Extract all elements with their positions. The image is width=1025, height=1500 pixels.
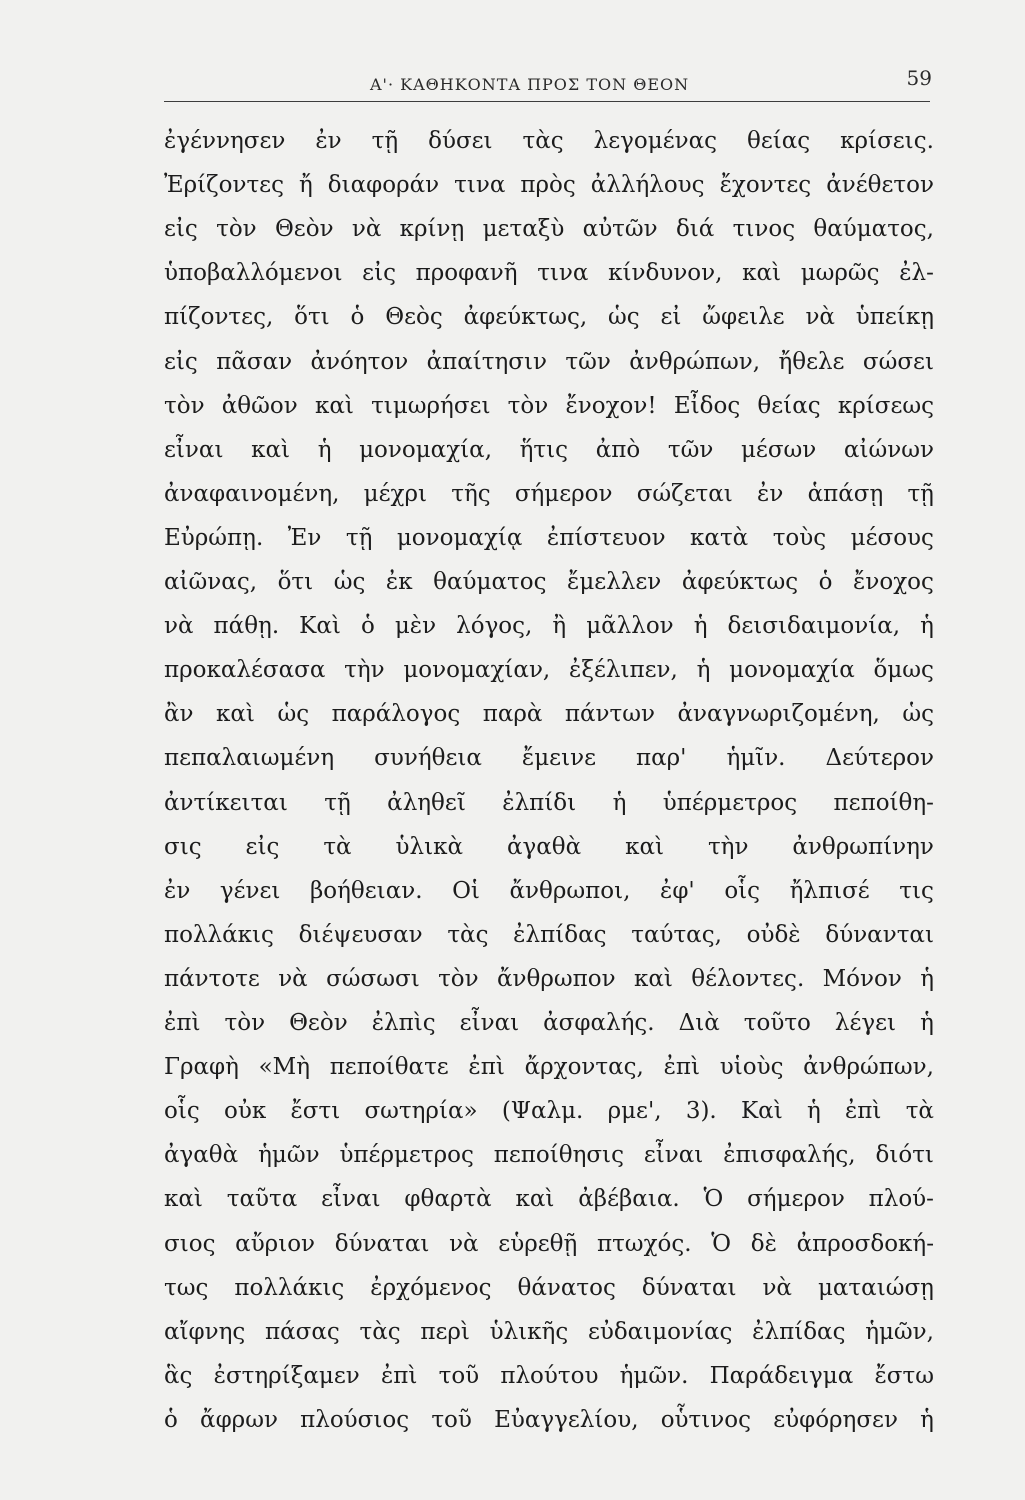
text-line: ὑποβαλλόμενοι εἰς προφανῆ τινα κίνδυνον, καὶ μωρῶς ἐλ- [164,260,934,287]
text-line: πεπαλαιωμένη συνήθεια ἔμεινε παρ' ἡμῖν. Δεύτερον [164,745,934,772]
text-line: ἀναφαινομένη, μέχρι τῆς σήμερον σώζεται ἐν ἁπάσῃ τῇ [164,480,934,507]
text-line: αἴφνης πάσας τὰς περὶ ὑλικῆς εὐδαιμονίας ἐλπίδας ἡμῶν, [164,1318,934,1345]
text-line: ὁ ἄφρων πλούσιος τοῦ Εὐαγγελίου, οὗτινος εὐφόρησεν ἡ [164,1406,934,1433]
text-line: Γραφὴ «Μὴ πεποίθατε ἐπὶ ἄρχοντας, ἐπὶ υἱοὺς ἀνθρώπων, [164,1054,934,1081]
page-header [164,66,932,100]
header-rule [164,101,930,102]
text-line: νὰ πάθῃ. Καὶ ὁ μὲν λόγος, ἢ μᾶλλον ἡ δεισιδαιμονία, ἡ [164,613,934,640]
text-line: τως πολλάκις ἐρχόμενος θάνατος δύναται νὰ ματαιώσῃ [164,1274,934,1301]
text-line: οἷς οὐκ ἔστι σωτηρία» (Ψαλμ. ρμε', 3). Καὶ ἡ ἐπὶ τὰ [164,1098,934,1125]
text-line: αἰῶνας, ὅτι ὡς ἐκ θαύματος ἔμελλεν ἀφεύκτως ὁ ἔνοχος [164,569,934,595]
text-line: Εὐρώπῃ. Ἐν τῇ μονομαχίᾳ ἐπίστευον κατὰ τοὺς μέσους [164,524,934,551]
text-line: σιος αὔριον δύναται νὰ εὑρεθῇ πτωχός. Ὁ δὲ ἀπροσδοκή- [164,1230,934,1257]
text-line: ἀγαθὰ ἡμῶν ὑπέρμετρος πεποίθησις εἶναι ἐπισφαλής, διότι [164,1142,934,1169]
text-line: πίζοντες, ὅτι ὁ Θεὸς ἀφεύκτως, ὡς εἰ ὤφειλε νὰ ὑπείκῃ [164,304,934,331]
text-line: εἰς τὸν Θεὸν νὰ κρίνῃ μεταξὺ αὐτῶν διά τινος θαύματος, [164,216,934,243]
text-line: πάντοτε νὰ σώσωσι τὸν ἄνθρωπον καὶ θέλοντες. Μόνον ἡ [164,965,934,992]
page-number: 59 [906,66,932,90]
text-line: ἐν γένει βοήθειαν. Οἱ ἄνθρωποι, ἐφ' οἷς ἤλπισέ τις [164,877,934,904]
text-line: προκαλέσασα τὴν μονομαχίαν, ἐξέλιπεν, ἡ μονομαχία ὅμως [164,657,934,684]
text-line: καὶ ταῦτα εἶναι φθαρτὰ καὶ ἀβέβαια. Ὁ σήμερον πλού- [164,1186,934,1213]
text-line: τὸν ἀθῶον καὶ τιμωρήσει τὸν ἔνοχον! Εἶδος θείας κρίσεως [164,392,934,419]
text-line: ἃς ἐστηρίξαμεν ἐπὶ τοῦ πλούτου ἡμῶν. Παράδειγμα ἔστω [164,1362,934,1389]
text-line: εἰς πᾶσαν ἀνόητον ἀπαίτησιν τῶν ἀνθρώπων, ἤθελε σώσει [164,348,934,375]
running-title: Α'· ΚΑΘΗΚΟΝΤΑ ΠΡΟΣ ΤΟΝ ΘΕΟΝ [370,75,690,94]
text-line: ἀντίκειται τῇ ἀληθεῖ ἐλπίδι ἡ ὑπέρμετρος πεποίθη- [164,789,934,816]
text-line: πολλάκις διέψευσαν τὰς ἐλπίδας ταύτας, οὐδὲ δύνανται [164,921,934,948]
text-line: ἐπὶ τὸν Θεὸν ἐλπὶς εἶναι ἀσφαλής. Διὰ τοῦτο λέγει ἡ [164,1010,934,1036]
text-line: Ἐρίζοντες ἤ διαφοράν τινα πρὸς ἀλλήλους ἔχοντες ἀνέθετον [164,172,934,199]
text-line: εἶναι καὶ ἡ μονομαχία, ἥτις ἀπὸ τῶν μέσων αἰώνων [164,436,934,463]
body-text [164,121,934,1451]
text-line: σις εἰς τὰ ὑλικὰ ἀγαθὰ καὶ τὴν ἀνθρωπίνην [164,833,934,860]
text-line: ἂν καὶ ὡς παράλογος παρὰ πάντων ἀναγνωριζομένη, ὡς [164,701,934,728]
text-line: ἐγέννησεν ἐν τῇ δύσει τὰς λεγομένας θείας κρίσεις. [164,128,934,154]
